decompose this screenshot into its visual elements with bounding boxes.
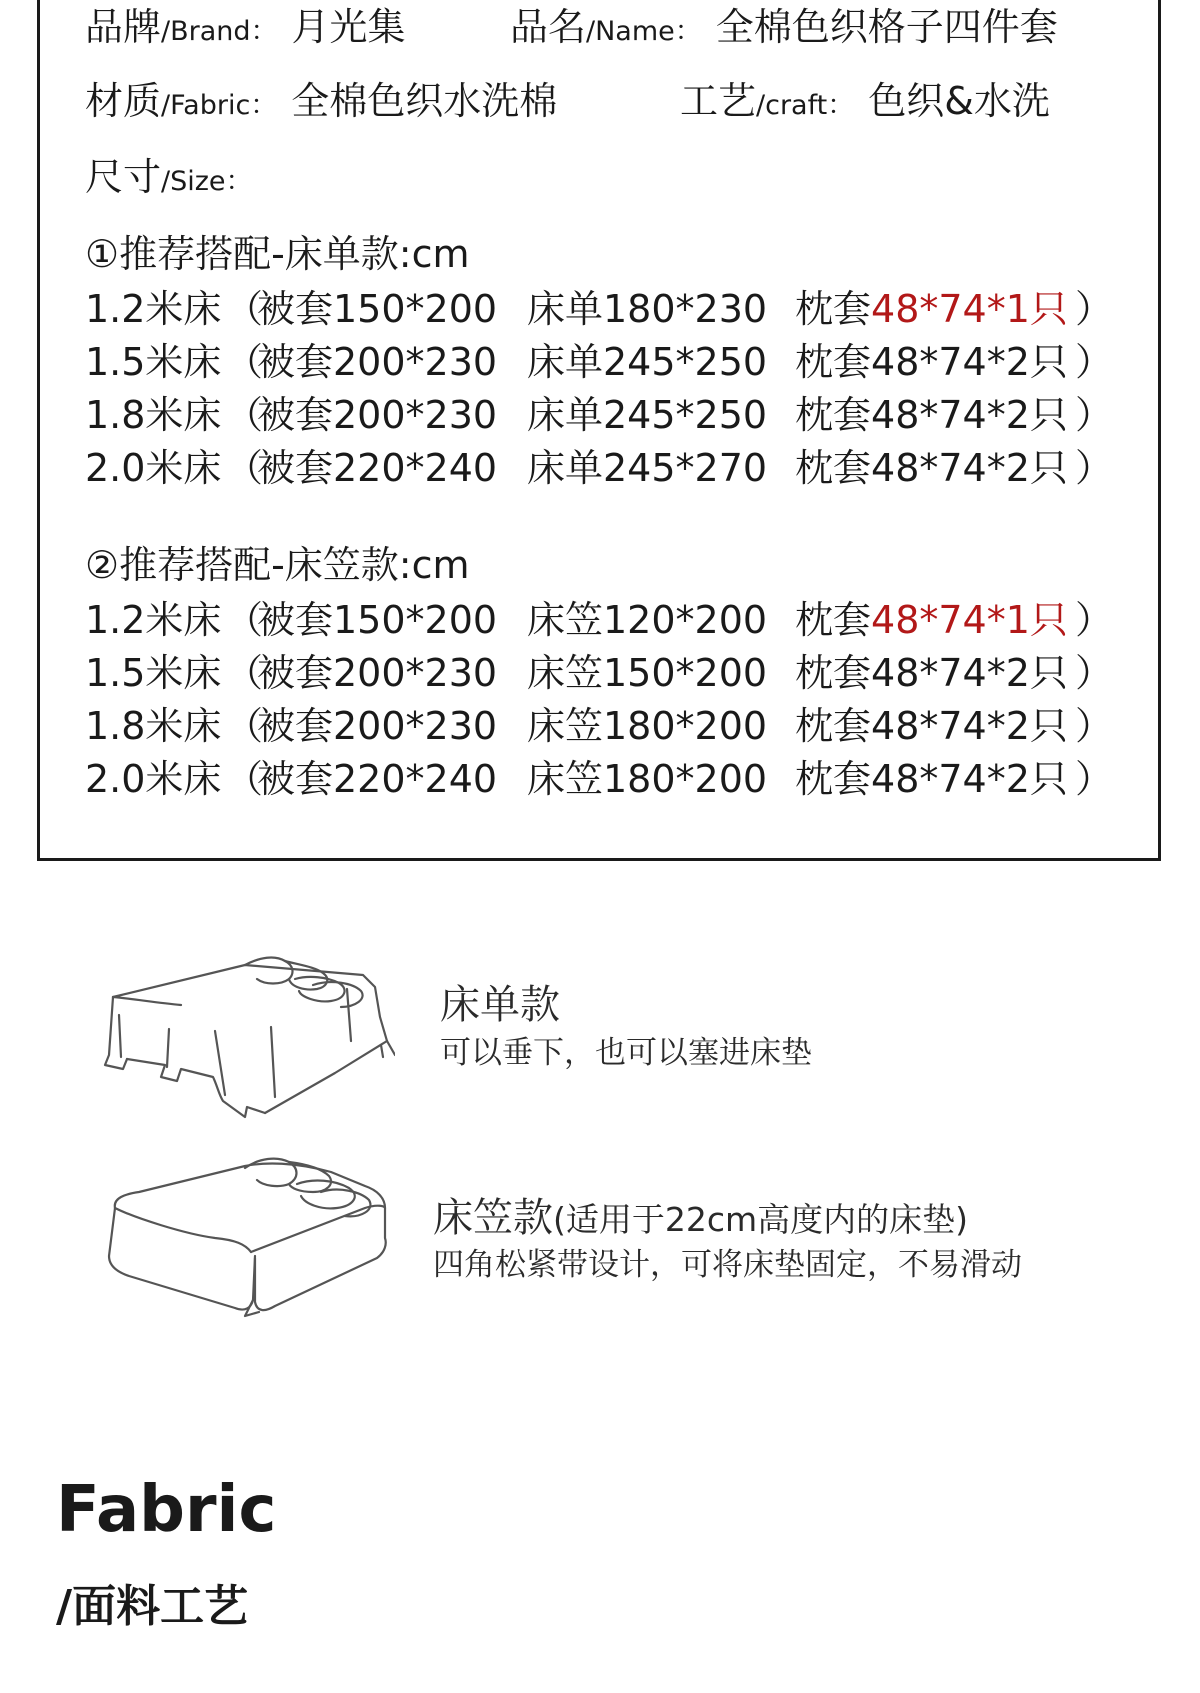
pillowcase-size (795, 393, 1068, 437)
pillowcase-label: 枕套 (795, 340, 872, 384)
pillowcase-size (795, 757, 1068, 801)
flat-style-title: 床单款 (440, 982, 560, 1028)
name-label-en: /Name： (586, 16, 702, 47)
craft-value: 色织&水洗 (868, 79, 1050, 123)
duvet-cover-size: 被套200*230 (257, 340, 498, 384)
flat-sheet-bed-illustration (95, 945, 395, 1125)
paren-open: （ (225, 598, 264, 642)
fabric-section-title: Fabric (56, 1473, 277, 1547)
paren-close: ） (1075, 598, 1114, 642)
paren-close: ） (1075, 651, 1114, 695)
product-name-line (510, 5, 1058, 49)
paren-open: （ (225, 651, 264, 695)
bed-size: 1.5米床 (85, 651, 222, 695)
brand-label-en: /Brand： (161, 16, 278, 47)
duvet-cover-size: 被套200*230 (257, 651, 498, 695)
name-value: 全棉色织格子四件套 (715, 5, 1058, 49)
flat-set-title: ①推荐搭配-床单款:cm (85, 232, 470, 276)
paren-open: （ (225, 287, 264, 331)
pillowcase-label: 枕套 (795, 651, 872, 695)
bed-size: 2.0米床 (85, 757, 222, 801)
duvet-cover-size: 被套220*240 (257, 757, 498, 801)
size-line (85, 155, 253, 199)
craft-label: 工艺 (680, 79, 757, 123)
duvet-cover-size: 被套200*230 (257, 393, 498, 437)
sheet-size: 床单245*250 (527, 340, 768, 384)
sheet-size: 床单180*230 (527, 287, 768, 331)
fabric-label-en: /Fabric： (161, 90, 278, 121)
fabric-line (85, 79, 558, 123)
brand-label: 品牌 (85, 5, 162, 49)
paren-close: ） (1075, 704, 1114, 748)
craft-label-en: /craft： (756, 90, 855, 121)
size-label-en: /Size： (161, 166, 253, 197)
size-label: 尺寸 (85, 155, 162, 199)
pillowcase-value: 48*74*2只 (871, 393, 1068, 437)
pillowcase-label: 枕套 (795, 446, 872, 490)
sheet-size: 床笠180*200 (527, 704, 768, 748)
pillowcase-value: 48*74*1只 (871, 287, 1068, 331)
pillowcase-value: 48*74*2只 (871, 651, 1068, 695)
bed-size: 1.5米床 (85, 340, 222, 384)
paren-open: （ (225, 446, 264, 490)
flat-style-desc: 可以垂下，也可以塞进床垫 (440, 1035, 812, 1071)
fitted-style-title: 床笠款 (433, 1195, 553, 1241)
paren-open: （ (225, 757, 264, 801)
pillowcase-label: 枕套 (795, 287, 872, 331)
pillowcase-size (795, 446, 1068, 490)
craft-line (680, 79, 1050, 123)
duvet-cover-size: 被套150*200 (257, 598, 498, 642)
paren-open: （ (225, 340, 264, 384)
bed-size: 1.2米床 (85, 287, 222, 331)
pillowcase-size (795, 598, 1068, 642)
paren-open: （ (225, 704, 264, 748)
pillowcase-value: 48*74*1只 (871, 598, 1068, 642)
fabric-value: 全棉色织水洗棉 (291, 79, 558, 123)
bed-size: 2.0米床 (85, 446, 222, 490)
brand-line (85, 5, 406, 49)
pillowcase-size (795, 340, 1068, 384)
pillowcase-label: 枕套 (795, 393, 872, 437)
sheet-size: 床笠180*200 (527, 757, 768, 801)
pillowcase-label: 枕套 (795, 757, 872, 801)
paren-close: ） (1075, 757, 1114, 801)
bed-size: 1.8米床 (85, 393, 222, 437)
duvet-cover-size: 被套220*240 (257, 446, 498, 490)
fabric-section-subtitle: /面料工艺 (56, 1581, 249, 1632)
sheet-size: 床单245*250 (527, 393, 768, 437)
duvet-cover-size: 被套150*200 (257, 287, 498, 331)
paren-close: ） (1075, 287, 1114, 331)
sheet-size: 床笠120*200 (527, 598, 768, 642)
pillowcase-size (795, 651, 1068, 695)
sheet-size: 床笠150*200 (527, 651, 768, 695)
pillowcase-value: 48*74*2只 (871, 704, 1068, 748)
paren-close: ） (1075, 340, 1114, 384)
paren-close: ） (1075, 393, 1114, 437)
pillowcase-label: 枕套 (795, 598, 872, 642)
paren-open: （ (225, 393, 264, 437)
pillowcase-value: 48*74*2只 (871, 340, 1068, 384)
fitted-style-desc: 四角松紧带设计，可将床垫固定，不易滑动 (433, 1247, 1022, 1283)
pillowcase-value: 48*74*2只 (871, 757, 1068, 801)
name-label: 品名 (510, 5, 587, 49)
bed-size: 1.8米床 (85, 704, 222, 748)
pillowcase-size (795, 287, 1068, 331)
duvet-cover-size: 被套200*230 (257, 704, 498, 748)
fitted-set-title: ②推荐搭配-床笠款:cm (85, 543, 470, 587)
pillowcase-value: 48*74*2只 (871, 446, 1068, 490)
fitted-sheet-bed-illustration (95, 1148, 395, 1328)
paren-close: ） (1075, 446, 1114, 490)
bed-size: 1.2米床 (85, 598, 222, 642)
fitted-style-note: (适用于22cm高度内的床垫) (553, 1200, 969, 1239)
sheet-size: 床单245*270 (527, 446, 768, 490)
fabric-label: 材质 (85, 79, 162, 123)
pillowcase-size (795, 704, 1068, 748)
pillowcase-label: 枕套 (795, 704, 872, 748)
fitted-style-title-line (433, 1195, 969, 1241)
brand-value: 月光集 (291, 5, 406, 49)
